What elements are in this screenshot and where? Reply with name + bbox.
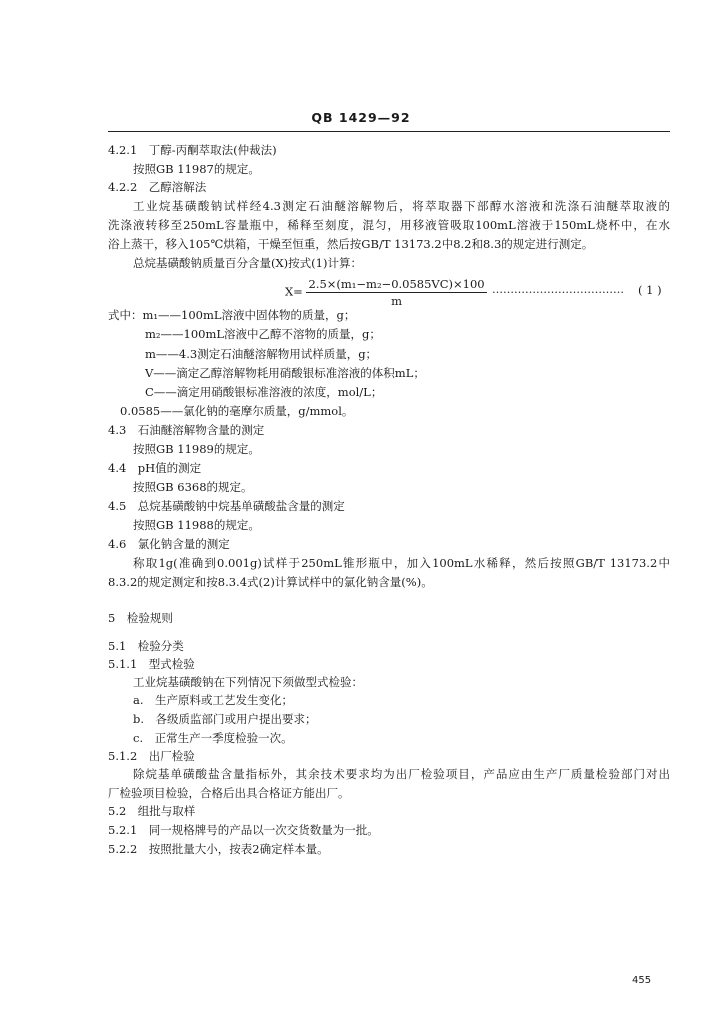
intro-line: 4.2.1 丁醇-丙酮萃取法(仲裁法) bbox=[108, 143, 277, 157]
legend-line: m——4.3测定石油醚溶解物用试样质量，g； bbox=[145, 347, 378, 361]
rule-line: c. 正常生产一季度检验一次。 bbox=[133, 731, 293, 745]
legend-line: C——滴定用硝酸银标准溶液的浓度，mol/L； bbox=[145, 385, 383, 399]
legend-line: 式中：m₁——100mL溶液中固体物的质量，g； bbox=[108, 308, 356, 322]
rule-line: 5.1.1 型式检验 bbox=[108, 657, 195, 671]
formula-lhs: X= bbox=[285, 284, 303, 299]
page-number: 455 bbox=[632, 975, 652, 986]
intro-line: 浴上蒸干，移入105℃烘箱，干燥至恒重，然后按GB/T 13173.2中8.2和8.3的规定进行测定。 bbox=[108, 237, 594, 251]
rule-line: 5 检验规则 bbox=[108, 611, 173, 625]
intro-line: 按照GB 11987的规定。 bbox=[133, 162, 260, 176]
intro-line: 4.2.2 乙醇溶解法 bbox=[108, 180, 207, 194]
intro-line: 总烷基磺酸钠质量百分含量(X)按式(1)计算： bbox=[133, 256, 362, 270]
formula-1 bbox=[285, 277, 487, 308]
legend-line: m₂——100mL溶液中乙醇不溶物的质量，g； bbox=[145, 327, 381, 341]
intro-line: 洗涤液转移至250mL容量瓶中，稀释至刻度，混匀，用移液管吸取100mL溶液于150mL烧杯中，在水 bbox=[108, 218, 670, 232]
method-line: 按照GB 11988的规定。 bbox=[133, 518, 260, 532]
rule-line: b. 各级质监部门或用户提出要求； bbox=[133, 712, 317, 726]
rule-line: 5.2.1 同一规格牌号的产品以一次交货数量为一批。 bbox=[108, 823, 379, 837]
rule-line: 工业烷基磺酸钠在下列情况下须做型式检验： bbox=[133, 675, 363, 689]
method-line: 按照GB 6368的规定。 bbox=[133, 480, 253, 494]
method-line: 8.3.2的规定测定和按8.3.4式(2)计算试样中的氯化钠含量(%)。 bbox=[108, 575, 433, 589]
intro-line: 工业烷基磺酸钠试样经4.3测定石油醚溶解物后，将萃取器下部醇水溶液和洗涤石油醚萃取液的 bbox=[133, 199, 670, 213]
formula-number: ( 1 ) bbox=[638, 283, 662, 297]
rule-line: 5.1 检验分类 bbox=[108, 639, 184, 653]
rule-line: 厂检验项目检验，合格后出具合格证方能出厂。 bbox=[108, 786, 350, 800]
rule-line: 5.2 组批与取样 bbox=[108, 804, 196, 818]
header-rule bbox=[108, 131, 670, 132]
method-line: 按照GB 11989的规定。 bbox=[133, 442, 260, 456]
formula-numerator: 2.5×(m₁−m₂−0.0585VC)×100 bbox=[308, 277, 485, 291]
rule-line: a. 生产原料或工艺发生变化； bbox=[133, 693, 294, 707]
formula-fraction bbox=[306, 277, 486, 308]
formula-leader-dots: ……………………………… bbox=[492, 283, 624, 296]
rule-line: 除烷基单磺酸盐含量指标外，其余技术要求均为出厂检验项目，产品应由生产厂质量检验部门对出 bbox=[133, 767, 670, 781]
method-line: 4.5 总烷基磺酸钠中烷基单磺酸盐含量的测定 bbox=[108, 499, 345, 513]
method-line: 4.3 石油醚溶解物含量的测定 bbox=[108, 423, 265, 437]
rule-line: 5.2.2 按照批量大小，按表2确定样本量。 bbox=[108, 842, 329, 856]
formula-denominator: m bbox=[391, 294, 402, 308]
method-line: 称取1g(准确到0.001g)试样于250mL锥形瓶中，加入100mL水稀释，然后按照GB/T 13173.2中 bbox=[133, 556, 670, 570]
legend-line: V——滴定乙醇溶解物耗用硝酸银标准溶液的体积mL； bbox=[145, 366, 425, 380]
method-line: 4.6 氯化钠含量的测定 bbox=[108, 537, 230, 551]
legend-line: 0.0585——氯化钠的毫摩尔质量，g/mmol。 bbox=[120, 404, 354, 418]
standard-header: QB 1429—92 bbox=[311, 110, 411, 125]
rule-line: 5.1.2 出厂检验 bbox=[108, 749, 195, 763]
method-line: 4.4 pH值的测定 bbox=[108, 461, 202, 475]
